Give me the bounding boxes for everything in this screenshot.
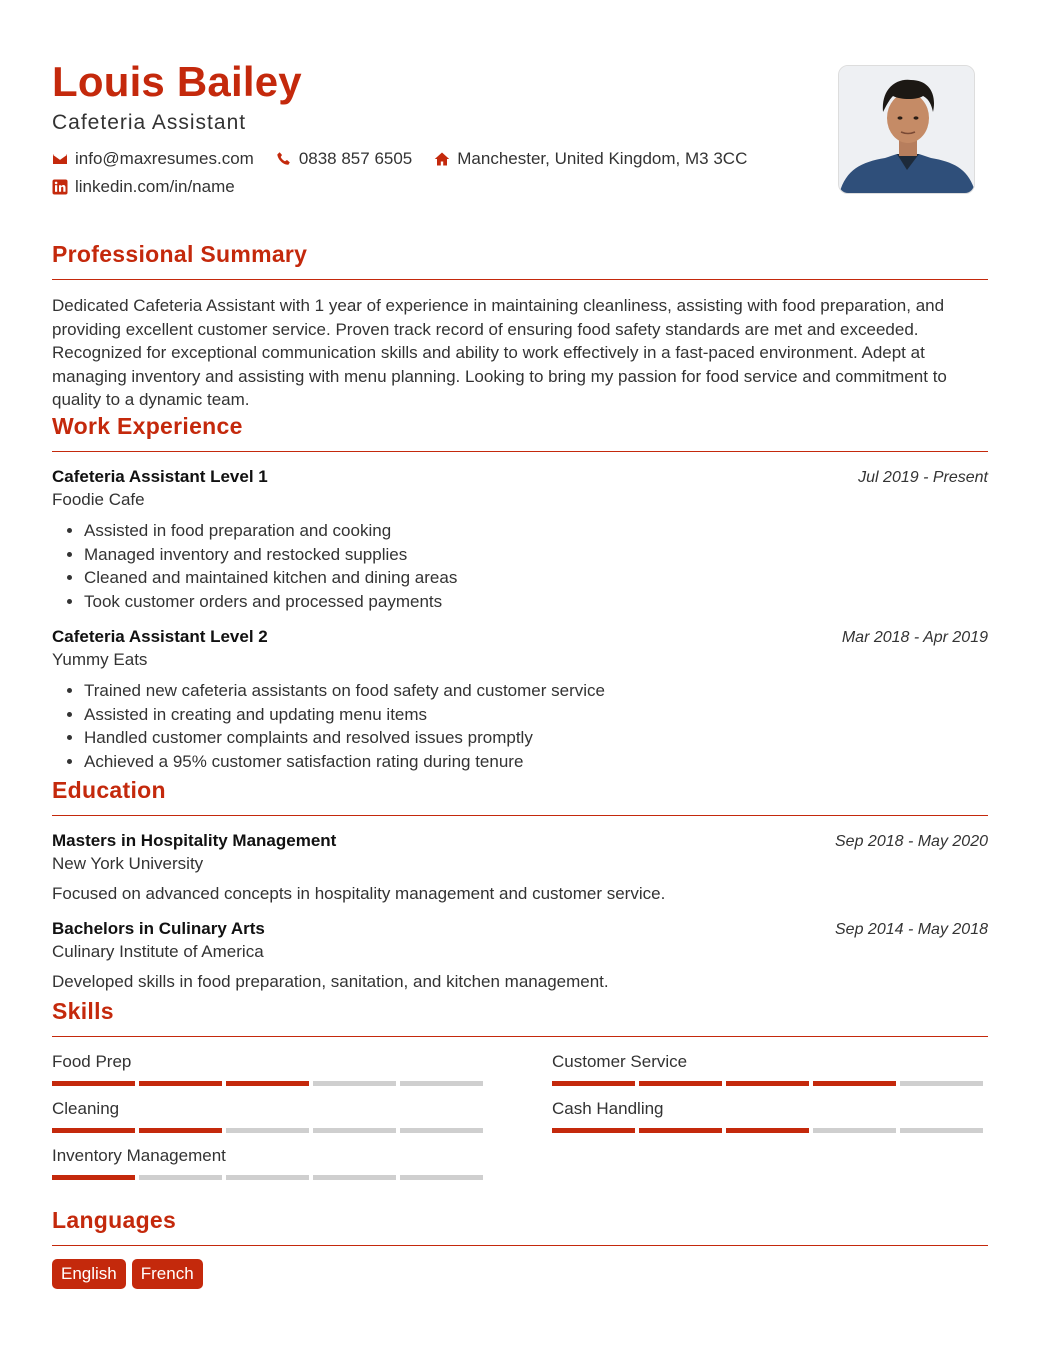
linkedin-text: linkedin.com/in/name bbox=[75, 177, 235, 196]
skill-name: Food Prep bbox=[52, 1052, 132, 1071]
contact-linkedin[interactable] bbox=[52, 176, 235, 198]
skill-segment-empty bbox=[313, 1128, 396, 1133]
skill-item bbox=[52, 1098, 486, 1133]
job-bullet: • Managed inventory and restocked supplies bbox=[84, 543, 988, 567]
skill-segment-filled bbox=[639, 1128, 722, 1133]
job-bullet: • Trained new cafeteria assistants on food safety and customer service bbox=[84, 679, 988, 703]
skill-level-bar bbox=[552, 1128, 986, 1133]
skill-segment-empty bbox=[813, 1128, 896, 1133]
education-entry bbox=[52, 918, 988, 993]
language-badge: English bbox=[52, 1259, 126, 1289]
section-divider bbox=[52, 451, 988, 452]
skill-name: Customer Service bbox=[552, 1052, 688, 1071]
resume-header bbox=[52, 58, 812, 204]
skill-name: Cash Handling bbox=[552, 1099, 664, 1118]
summary-section bbox=[52, 240, 988, 412]
skill-level-bar bbox=[52, 1081, 486, 1086]
education-description: Focused on advanced concepts in hospitality management and customer service. bbox=[52, 884, 666, 903]
language-list bbox=[52, 1259, 988, 1289]
job-bullets bbox=[52, 679, 988, 773]
profile-photo bbox=[838, 65, 975, 194]
education-dates: Sep 2014 - May 2018 bbox=[835, 921, 988, 938]
skill-name: Cleaning bbox=[52, 1099, 120, 1118]
job-entry bbox=[52, 626, 988, 773]
school-name: New York University bbox=[52, 854, 204, 873]
job-bullet: • Cleaned and maintained kitchen and dining areas bbox=[84, 566, 988, 590]
skill-segment-empty bbox=[313, 1175, 396, 1180]
skill-segment-empty bbox=[313, 1081, 396, 1086]
job-company: Foodie Cafe bbox=[52, 490, 145, 509]
skill-item bbox=[552, 1051, 986, 1086]
skills-grid bbox=[52, 1051, 988, 1192]
contact-phone[interactable] bbox=[276, 148, 412, 170]
language-badge: French bbox=[132, 1259, 203, 1289]
email-text: info@maxresumes.com bbox=[75, 149, 254, 168]
degree-name: Masters in Hospitality Management bbox=[52, 831, 337, 850]
candidate-name: Louis Bailey bbox=[52, 58, 302, 105]
summary-text: Dedicated Cafeteria Assistant with 1 year of experience in maintaining cleanliness, assisting with food preparation, and providing excellent customer service. Proven track record of ensuring food safety standards are met and exceeded. Recognized for exceptional communication skills and ability to work effectively in a fast-paced environment. Adept at managing inventory and assisting with menu planning. Looking to bring my passion for food service and commitment to quality to a dynamic team. bbox=[52, 296, 947, 409]
candidate-title: Cafeteria Assistant bbox=[52, 111, 247, 134]
education-heading: Education bbox=[52, 777, 166, 803]
phone-text: 0838 857 6505 bbox=[298, 149, 413, 168]
skill-segment-filled bbox=[726, 1081, 809, 1086]
job-bullet: • Assisted in creating and updating menu items bbox=[84, 703, 988, 727]
section-divider bbox=[52, 1245, 988, 1246]
education-description: Developed skills in food preparation, sanitation, and kitchen management. bbox=[52, 972, 609, 991]
skill-segment-filled bbox=[813, 1081, 896, 1086]
skill-item bbox=[52, 1051, 486, 1086]
job-bullet: • Achieved a 95% customer satisfaction rating during tenure bbox=[84, 750, 988, 774]
degree-name: Bachelors in Culinary Arts bbox=[52, 919, 265, 938]
skill-name: Inventory Management bbox=[52, 1146, 226, 1165]
skill-segment-empty bbox=[139, 1175, 222, 1180]
envelope-icon bbox=[52, 151, 68, 167]
job-bullet: • Handled customer complaints and resolved issues promptly bbox=[84, 726, 988, 750]
job-entry bbox=[52, 466, 988, 613]
skill-segment-empty bbox=[400, 1081, 483, 1086]
skill-level-bar bbox=[552, 1081, 986, 1086]
skill-segment-empty bbox=[400, 1175, 483, 1180]
home-icon bbox=[434, 151, 450, 167]
contact-email[interactable] bbox=[52, 148, 254, 170]
experience-section bbox=[52, 412, 988, 773]
location-text: Manchester, United Kingdom, M3 3CC bbox=[457, 149, 748, 168]
job-company: Yummy Eats bbox=[52, 650, 148, 669]
skill-segment-empty bbox=[900, 1081, 983, 1086]
skill-item bbox=[552, 1098, 986, 1133]
job-role: Cafeteria Assistant Level 2 bbox=[52, 627, 268, 646]
education-entry bbox=[52, 830, 988, 905]
linkedin-icon bbox=[52, 179, 68, 195]
job-bullets bbox=[52, 519, 988, 613]
skill-segment-filled bbox=[552, 1128, 635, 1133]
skill-segment-filled bbox=[552, 1081, 635, 1086]
skill-segment-filled bbox=[139, 1128, 222, 1133]
section-divider bbox=[52, 279, 988, 280]
job-bullet: • Took customer orders and processed payments bbox=[84, 590, 988, 614]
experience-heading: Work Experience bbox=[52, 413, 243, 439]
languages-heading: Languages bbox=[52, 1207, 177, 1233]
skill-segment-empty bbox=[900, 1128, 983, 1133]
languages-section bbox=[52, 1206, 988, 1289]
profile-photo-illustration bbox=[839, 66, 975, 194]
skill-level-bar bbox=[52, 1128, 486, 1133]
skill-segment-filled bbox=[52, 1175, 135, 1180]
skill-level-bar bbox=[52, 1175, 486, 1180]
job-dates: Jul 2019 - Present bbox=[858, 469, 988, 486]
skill-segment-filled bbox=[52, 1081, 135, 1086]
skill-item bbox=[52, 1145, 486, 1180]
contact-location bbox=[434, 148, 747, 170]
skill-segment-empty bbox=[226, 1128, 309, 1133]
summary-heading: Professional Summary bbox=[52, 241, 308, 267]
skill-segment-filled bbox=[52, 1128, 135, 1133]
skills-section bbox=[52, 997, 988, 1192]
phone-icon bbox=[276, 151, 292, 167]
job-dates: Mar 2018 - Apr 2019 bbox=[841, 629, 988, 646]
skill-segment-empty bbox=[226, 1175, 309, 1180]
school-name: Culinary Institute of America bbox=[52, 942, 264, 961]
skill-segment-filled bbox=[139, 1081, 222, 1086]
contact-info bbox=[52, 148, 812, 198]
section-divider bbox=[52, 815, 988, 816]
job-bullet: • Assisted in food preparation and cooking bbox=[84, 519, 988, 543]
section-divider bbox=[52, 1036, 988, 1037]
skill-segment-filled bbox=[726, 1128, 809, 1133]
skill-segment-filled bbox=[226, 1081, 309, 1086]
skill-segment-filled bbox=[639, 1081, 722, 1086]
education-section bbox=[52, 776, 988, 993]
education-dates: Sep 2018 - May 2020 bbox=[835, 833, 988, 850]
job-role: Cafeteria Assistant Level 1 bbox=[52, 467, 268, 486]
skill-segment-empty bbox=[400, 1128, 483, 1133]
skills-heading: Skills bbox=[52, 998, 114, 1024]
